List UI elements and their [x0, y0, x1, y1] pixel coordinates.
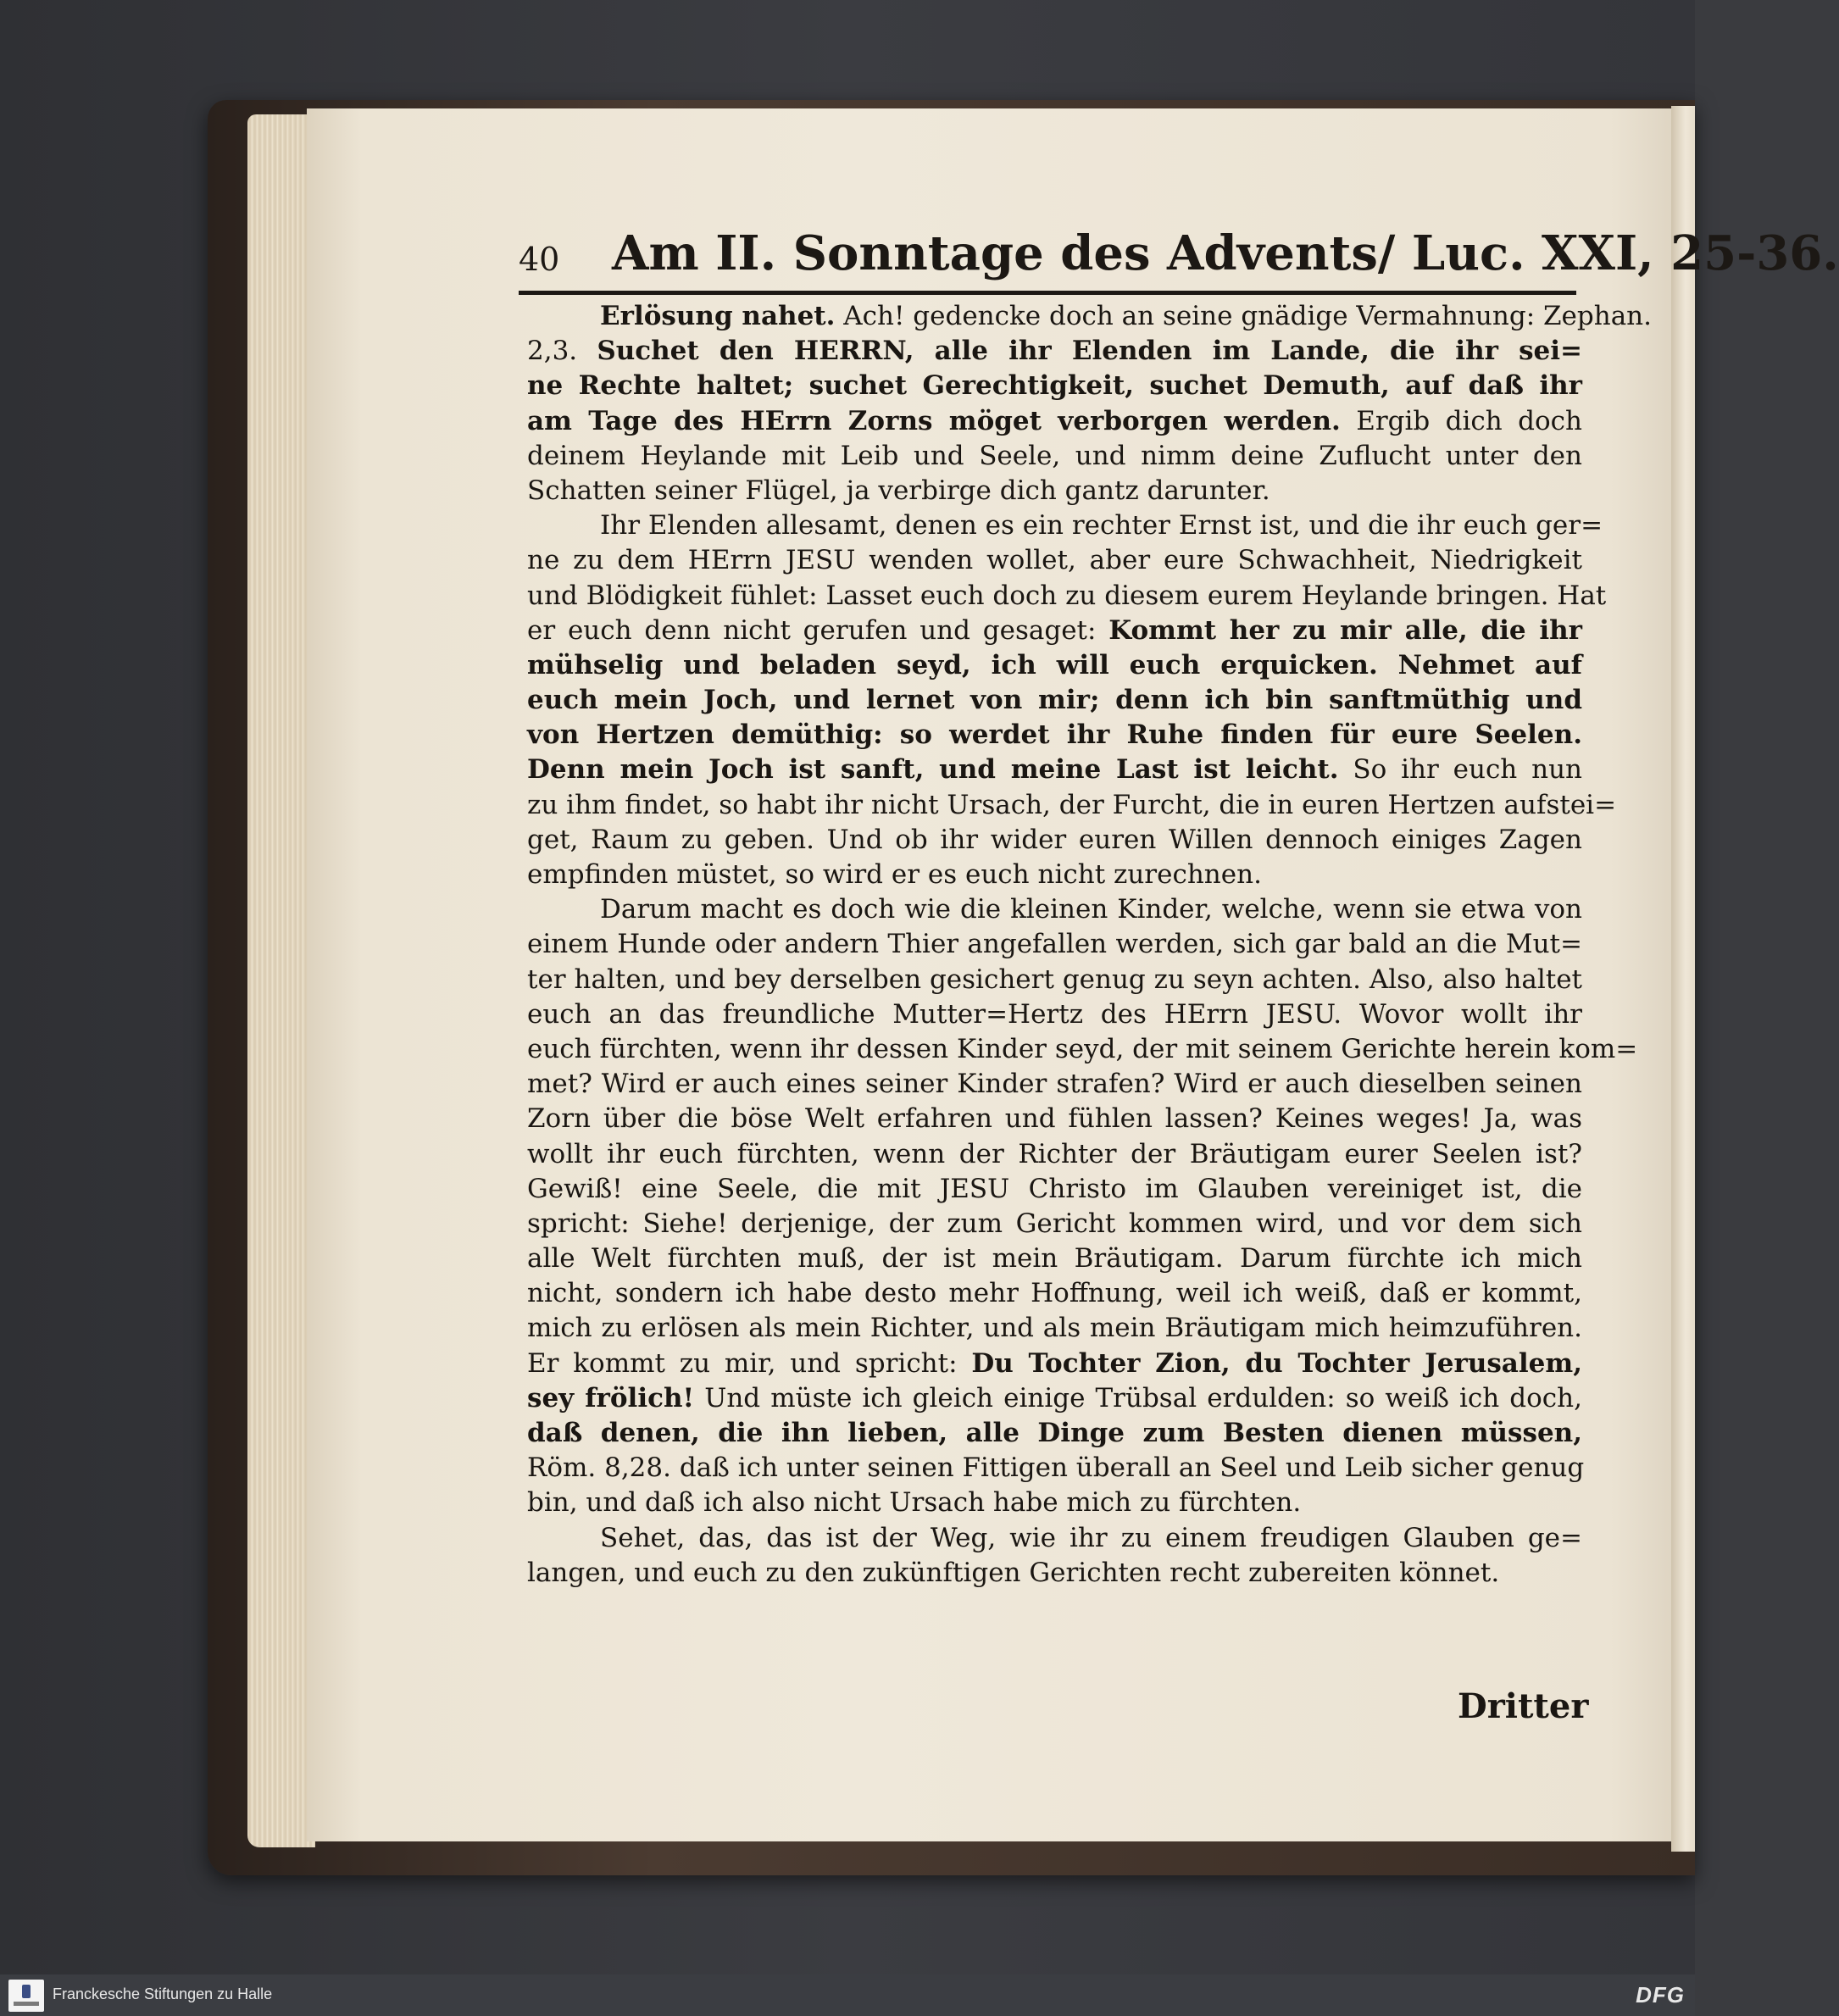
scripture-quote: Suchet den HERRN, alle ihr Elenden im Lande, die ihr sei= [597, 336, 1582, 367]
text-segment: Gewiß! eine Seele, die mit JESU Christo im Glauben vereiniget ist, die [527, 1173, 1582, 1204]
text-segment: met? Wird er auch eines seiner Kinder strafen? Wird er auch dieselben seinen [527, 1069, 1582, 1100]
text-line [527, 1381, 1582, 1416]
running-head-rule [519, 291, 1576, 295]
text-segment: Er kommt zu mir, und spricht: [527, 1347, 972, 1379]
text-line [527, 474, 1582, 508]
scripture-quote: Du Tochter Zion, du Tochter Jerusalem, [971, 1347, 1582, 1379]
text-line [527, 1172, 1582, 1207]
text-line [527, 299, 1652, 334]
text-line [527, 1276, 1582, 1311]
catchword: Dritter [1458, 1686, 1589, 1726]
text-line [527, 997, 1582, 1032]
text-line [527, 404, 1582, 439]
text-segment: Schatten seiner Flügel, ja verbirge dich gantz darunter. [527, 475, 1270, 506]
text-segment: So ihr euch nun [1338, 754, 1582, 786]
text-line [527, 1556, 1582, 1591]
text-segment: get, Raum zu geben. Und ob ihr wider euren Willen dennoch einiges Zagen [527, 824, 1582, 855]
body-text [527, 299, 1652, 1591]
text-segment: mich zu erlösen als mein Richter, und als mein Bräutigam mich heimzuführen. [527, 1313, 1582, 1344]
text-segment: wollt ihr euch fürchten, wenn der Richter der Bräutigam eurer Seelen ist? [527, 1138, 1582, 1169]
text-segment: 2,3. [527, 336, 597, 367]
text-segment: Darum macht es doch wie die kleinen Kinder, welche, wenn sie etwa von [600, 894, 1582, 925]
text-line [527, 334, 1582, 369]
text-line [527, 1032, 1638, 1067]
text-line [527, 1311, 1582, 1346]
text-line [527, 1067, 1582, 1102]
text-line [527, 1486, 1582, 1520]
text-segment: ter halten, und bey derselben gesichert genug zu seyn achten. Also, also haltet [527, 964, 1582, 995]
text-line [527, 369, 1582, 403]
running-head-title: Am II. Sonntage des Advents/ Luc. XXI, 25-36. [612, 225, 1839, 281]
text-line [527, 439, 1582, 474]
footer-bar [0, 1974, 1695, 2016]
scripture-quote: mühselig und beladen seyd, ich will euch erquicken. Nehmet auf [527, 649, 1582, 680]
text-line [527, 1451, 1585, 1486]
text-segment: euch fürchten, wenn ihr dessen Kinder seyd, der mit seinem Gerichte herein kom= [527, 1033, 1638, 1064]
page-number: 40 [519, 241, 560, 278]
scripture-quote: Denn mein Joch ist sanft, und meine Last ist leicht. [527, 754, 1339, 786]
text-line [527, 892, 1582, 927]
text-line [527, 1207, 1582, 1241]
scripture-quote: von Hertzen demüthig: so werdet ihr Ruhe finden für eure Seelen. [527, 719, 1582, 751]
text-segment: empfinden müstet, so wird er es euch nicht zurechnen. [527, 859, 1262, 890]
text-segment: Ergib dich doch [1340, 405, 1582, 436]
institution-logo-icon [8, 1980, 44, 2012]
text-segment: ne zu dem HErrn JESU wenden wollet, aber eure Schwachheit, Niedrigkeit [527, 545, 1582, 576]
text-line [527, 1416, 1582, 1451]
text-line [527, 788, 1617, 823]
text-line [527, 683, 1582, 718]
paragraph [527, 299, 1652, 508]
text-line [527, 1137, 1582, 1172]
text-segment: Und müste ich gleich einige Trübsal erdulden: so weiß ich doch, [694, 1382, 1582, 1413]
text-line [527, 858, 1582, 892]
text-segment: bin, und daß ich also nicht Ursach habe mich zu fürchten. [527, 1487, 1302, 1519]
footer-institution: Franckesche Stiftungen zu Halle [53, 1985, 273, 2002]
text-line [527, 614, 1582, 648]
text-segment: Ihr Elenden allesamt, denen es ein rechter Ernst ist, und die ihr euch ger= [600, 510, 1603, 541]
scripture-quote: sey frölich! [527, 1382, 695, 1413]
text-segment: zu ihm findet, so habt ihr nicht Ursach, der Furcht, die in euren Hertzen aufstei= [527, 789, 1617, 820]
paragraph [527, 508, 1617, 892]
paragraph [527, 1521, 1582, 1591]
text-line [527, 1521, 1582, 1556]
text-segment: deinem Heylande mit Leib und Seele, und nimm deine Zuflucht unter den [527, 440, 1582, 471]
text-line [527, 823, 1582, 858]
scripture-quote: Erlösung nahet. [600, 301, 836, 331]
scripture-quote: daß denen, die ihn lieben, alle Dinge zum Besten dienen müssen, [527, 1418, 1582, 1448]
page-edges [247, 114, 315, 1847]
text-line [527, 1102, 1582, 1136]
text-line [527, 718, 1582, 753]
text-line [527, 508, 1603, 543]
text-segment: er euch denn nicht gerufen und gesaget: [527, 614, 1109, 646]
text-line [527, 1347, 1582, 1381]
text-segment: langen, und euch zu den zukünftigen Gerichten recht zubereiten könnet. [527, 1557, 1500, 1588]
text-line [527, 753, 1582, 787]
scripture-quote: euch mein Joch, und lernet von mir; denn ich bin sanftmüthig und [527, 685, 1582, 716]
text-segment: und Blödigkeit fühlet: Lasset euch doch zu diesem eurem Heylande bringen. Hat [527, 580, 1607, 611]
text-line [527, 579, 1607, 614]
dfg-logo: DFG [1636, 1982, 1685, 2008]
text-segment: euch an das freundliche Mutter=Hertz des HErrn JESU. Wovor wollt ihr [527, 998, 1582, 1030]
running-head [519, 219, 1839, 286]
text-segment: alle Welt fürchten muß, der ist mein Bräutigam. Darum fürchte ich mich [527, 1243, 1582, 1275]
text-segment: nicht, sondern ich habe desto mehr Hoffnung, weil ich weiß, daß er kommt, [527, 1278, 1582, 1309]
text-segment: Zorn über die böse Welt erfahren und fühlen lassen? Keines weges! Ja, was [527, 1103, 1582, 1135]
text-segment: spricht: Siehe! derjenige, der zum Gericht kommen wird, und vor dem sich [527, 1208, 1582, 1239]
scripture-quote: ne Rechte haltet; suchet Gerechtigkeit, suchet Demuth, auf daß ihr [527, 370, 1582, 402]
scripture-quote: Kommt her zu mir alle, die ihr [1108, 614, 1582, 646]
facing-page-edge [1671, 106, 1695, 1852]
text-segment: Sehet, das, das ist der Weg, wie ihr zu einem freudigen Glauben ge= [600, 1522, 1582, 1553]
scripture-quote: am Tage des HErrn Zorns möget verborgen werden. [527, 405, 1341, 436]
text-segment: Ach! gedencke doch an seine gnädige Vermahnung: Zephan. [835, 301, 1652, 331]
text-line [527, 543, 1582, 578]
text-segment: Röm. 8,28. daß ich unter seinen Fittigen überall an Seel und Leib sicher genug [527, 1452, 1585, 1484]
text-line [527, 1241, 1582, 1276]
text-line [527, 648, 1582, 683]
paragraph [527, 892, 1638, 1520]
text-line [527, 963, 1582, 997]
text-segment: einem Hunde oder andern Thier angefallen werden, sich gar bald an die Mut= [527, 929, 1582, 960]
text-line [527, 927, 1582, 962]
